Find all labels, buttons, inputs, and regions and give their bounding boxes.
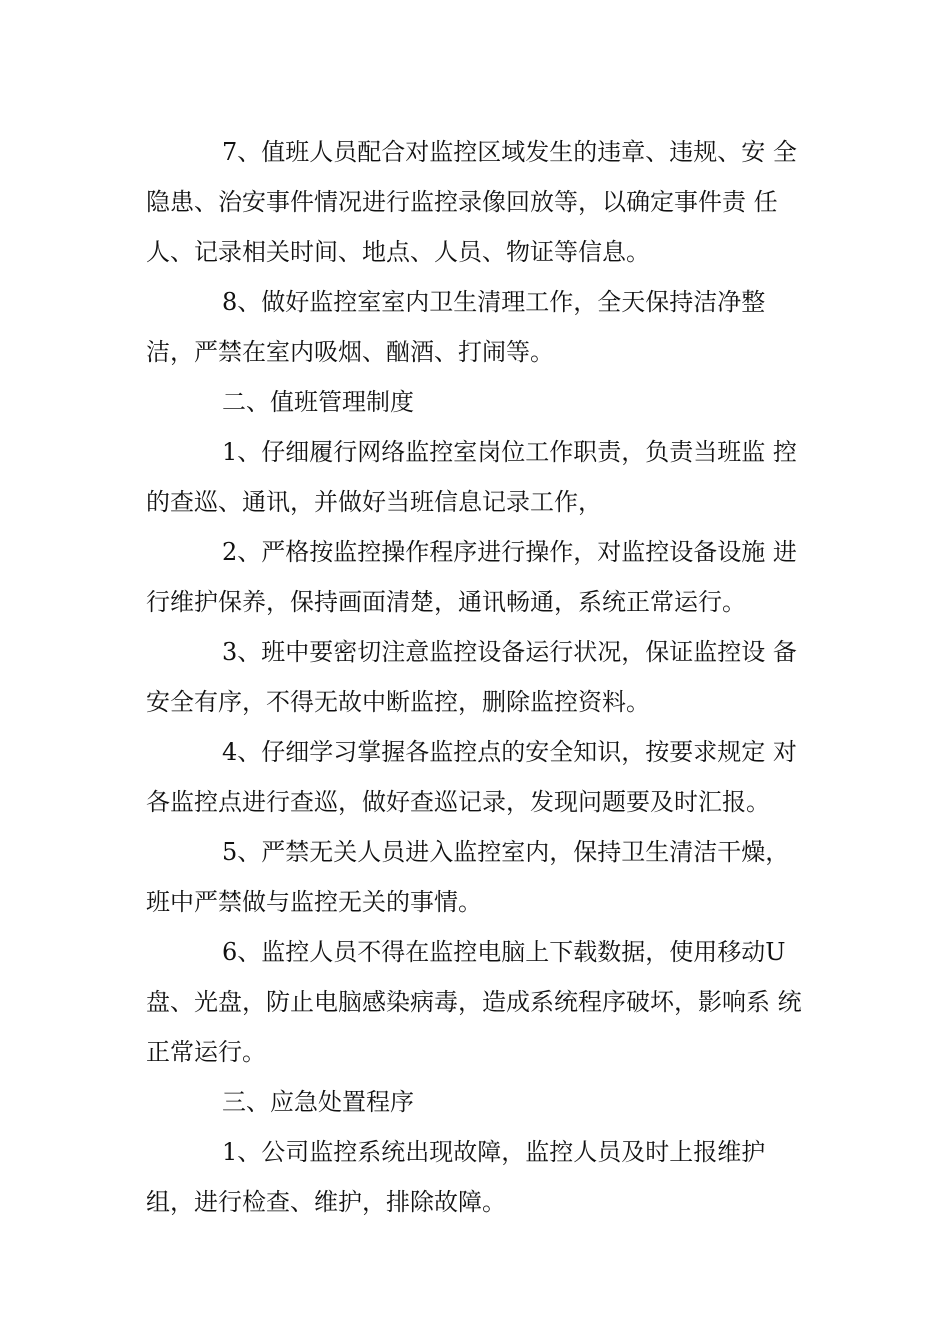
text-line: 各监控点进行查巡，做好查巡记录，发现问题要及时汇报。 [146, 788, 770, 816]
text-line: 7、值班人员配合对监控区域发生的违章、违规、安 全 [222, 138, 797, 166]
section-heading: 二、值班管理制度 [222, 388, 414, 416]
text-line: 安全有序，不得无故中断监控，删除监控资料。 [146, 688, 650, 716]
text-line: 5、严禁无关人员进入监控室内，保持卫生清洁干燥， [222, 838, 790, 866]
text-line: 的查巡、通讯，并做好当班信息记录工作， [146, 488, 602, 516]
text-line: 6、监控人员不得在监控电脑上下载数据，使用移动U [222, 938, 786, 966]
text-line: 1、公司监控系统出现故障，监控人员及时上报维护 [222, 1138, 766, 1166]
text-line: 人、记录相关时间、地点、人员、物证等信息。 [146, 238, 650, 266]
text-line: 3、班中要密切注意监控设备运行状况，保证监控设 备 [222, 638, 797, 666]
text-line: 4、仔细学习掌握各监控点的安全知识，按要求规定 对 [222, 738, 797, 766]
text-line: 1、仔细履行网络监控室岗位工作职责，负责当班监 控 [222, 438, 797, 466]
text-line: 盘、光盘，防止电脑感染病毒，造成系统程序破坏，影响系 统 [146, 988, 802, 1016]
text-line: 行维护保养，保持画面清楚，通讯畅通，系统正常运行。 [146, 588, 746, 616]
text-line: 隐患、治安事件情况进行监控录像回放等，以确定事件责 任 [146, 188, 778, 216]
text-line: 洁，严禁在室内吸烟、酗酒、打闹等。 [146, 338, 554, 366]
text-line: 2、严格按监控操作程序进行操作，对监控设备设施 进 [222, 538, 797, 566]
text-line: 正常运行。 [146, 1038, 266, 1066]
text-line: 班中严禁做与监控无关的事情。 [146, 888, 482, 916]
section-heading: 三、应急处置程序 [222, 1088, 414, 1116]
text-line: 组，进行检查、维护，排除故障。 [146, 1188, 506, 1216]
text-line: 8、做好监控室室内卫生清理工作，全天保持洁净整 [222, 288, 766, 316]
